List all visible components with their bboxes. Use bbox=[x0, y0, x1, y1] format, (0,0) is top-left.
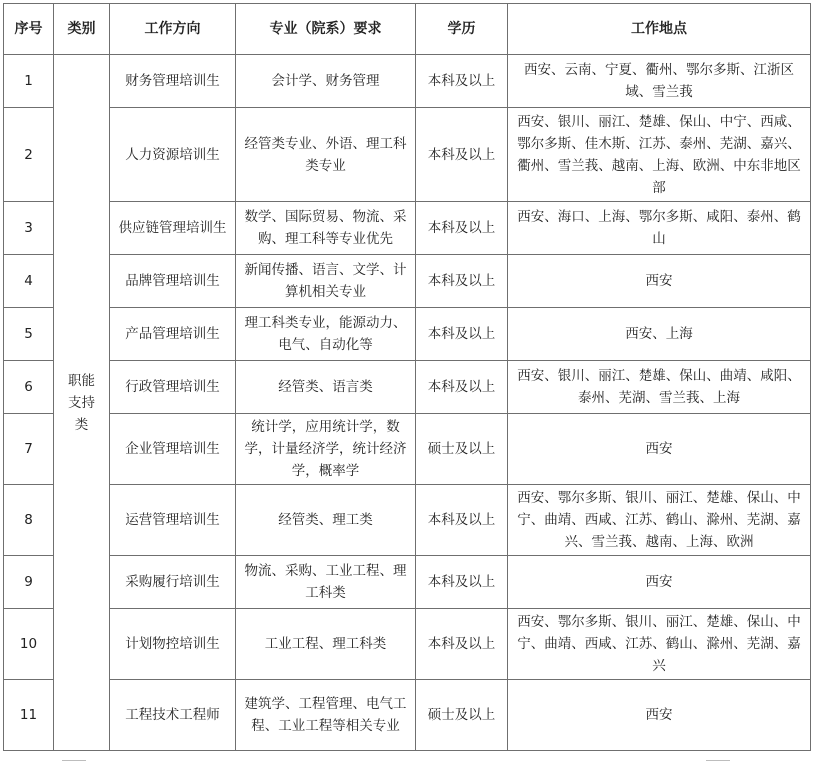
row-no: 11 bbox=[4, 680, 54, 751]
row-no: 8 bbox=[4, 485, 54, 556]
table-row bbox=[4, 556, 811, 609]
row-degree: 本科及以上 bbox=[416, 556, 508, 609]
category-cell bbox=[54, 55, 110, 751]
header-location: 工作地点 bbox=[508, 4, 811, 55]
row-location: 西安 bbox=[508, 255, 811, 308]
row-location: 西安、上海 bbox=[508, 308, 811, 361]
row-no: 5 bbox=[4, 308, 54, 361]
row-no: 10 bbox=[4, 609, 54, 680]
row-no: 6 bbox=[4, 361, 54, 414]
table-row bbox=[4, 202, 811, 255]
row-major: 物流、采购、工业工程、理工科类 bbox=[236, 556, 416, 609]
row-major: 统计学，应用统计学，数学，计量经济学，统计经济学，概率学 bbox=[236, 414, 416, 485]
row-major: 数学、国际贸易、物流、采购、理工科等专业优先 bbox=[236, 202, 416, 255]
table-row bbox=[4, 108, 811, 202]
header-direction: 工作方向 bbox=[110, 4, 236, 55]
row-location: 西安、银川、丽江、楚雄、保山、中宁、西咸、鄂尔多斯、佳木斯、江苏、泰州、芜湖、嘉兴、衢州、雪兰莪、越南、上海、欧洲、中东非地区部 bbox=[508, 108, 811, 202]
table-row bbox=[4, 308, 811, 361]
row-degree: 本科及以上 bbox=[416, 308, 508, 361]
row-degree: 本科及以上 bbox=[416, 202, 508, 255]
row-degree: 本科及以上 bbox=[416, 609, 508, 680]
row-no: 1 bbox=[4, 55, 54, 108]
row-major: 经管类专业、外语、理工科类专业 bbox=[236, 108, 416, 202]
row-degree: 本科及以上 bbox=[416, 55, 508, 108]
row-no: 7 bbox=[4, 414, 54, 485]
row-location: 西安、鄂尔多斯、银川、丽江、楚雄、保山、中宁、曲靖、西咸、江苏、鹤山、滁州、芜湖、嘉兴 bbox=[508, 609, 811, 680]
row-no: 3 bbox=[4, 202, 54, 255]
row-direction: 企业管理培训生 bbox=[110, 414, 236, 485]
row-direction: 品牌管理培训生 bbox=[110, 255, 236, 308]
table-row bbox=[4, 680, 811, 751]
table-row bbox=[4, 414, 811, 485]
row-location: 西安、云南、宁夏、衢州、鄂尔多斯、江浙区域、雪兰莪 bbox=[508, 55, 811, 108]
row-location: 西安 bbox=[508, 556, 811, 609]
table-row bbox=[4, 361, 811, 414]
header-degree: 学历 bbox=[416, 4, 508, 55]
row-no: 9 bbox=[4, 556, 54, 609]
row-degree: 硕士及以上 bbox=[416, 680, 508, 751]
table-row bbox=[4, 255, 811, 308]
row-no: 2 bbox=[4, 108, 54, 202]
row-direction: 采购履行培训生 bbox=[110, 556, 236, 609]
category-label: 职能 支持 类 bbox=[68, 372, 95, 433]
row-direction: 财务管理培训生 bbox=[110, 55, 236, 108]
row-location: 西安 bbox=[508, 414, 811, 485]
row-no: 4 bbox=[4, 255, 54, 308]
row-direction: 计划物控培训生 bbox=[110, 609, 236, 680]
row-location: 西安、海口、上海、鄂尔多斯、咸阳、泰州、鹤山 bbox=[508, 202, 811, 255]
row-direction: 供应链管理培训生 bbox=[110, 202, 236, 255]
row-direction: 人力资源培训生 bbox=[110, 108, 236, 202]
row-degree: 本科及以上 bbox=[416, 255, 508, 308]
row-direction: 工程技术工程师 bbox=[110, 680, 236, 751]
row-degree: 硕士及以上 bbox=[416, 414, 508, 485]
row-major: 会计学、财务管理 bbox=[236, 55, 416, 108]
row-degree: 本科及以上 bbox=[416, 108, 508, 202]
row-major: 理工科类专业，能源动力、电气、自动化等 bbox=[236, 308, 416, 361]
job-table bbox=[3, 3, 811, 751]
table-row bbox=[4, 609, 811, 680]
row-degree: 本科及以上 bbox=[416, 485, 508, 556]
table-row bbox=[4, 55, 811, 108]
row-major: 经管类、理工类 bbox=[236, 485, 416, 556]
table-header-row bbox=[4, 4, 811, 55]
row-location: 西安、银川、丽江、楚雄、保山、曲靖、咸阳、泰州、芜湖、雪兰莪、上海 bbox=[508, 361, 811, 414]
row-major: 经管类、语言类 bbox=[236, 361, 416, 414]
row-major: 建筑学、工程管理、电气工程、工业工程等相关专业 bbox=[236, 680, 416, 751]
table-row bbox=[4, 485, 811, 556]
header-category: 类别 bbox=[54, 4, 110, 55]
header-no: 序号 bbox=[4, 4, 54, 55]
row-major: 工业工程、理工科类 bbox=[236, 609, 416, 680]
row-degree: 本科及以上 bbox=[416, 361, 508, 414]
row-direction: 产品管理培训生 bbox=[110, 308, 236, 361]
row-major: 新闻传播、语言、文学、计算机相关专业 bbox=[236, 255, 416, 308]
row-direction: 行政管理培训生 bbox=[110, 361, 236, 414]
row-direction: 运营管理培训生 bbox=[110, 485, 236, 556]
row-location: 西安 bbox=[508, 680, 811, 751]
header-major: 专业（院系）要求 bbox=[236, 4, 416, 55]
row-location: 西安、鄂尔多斯、银川、丽江、楚雄、保山、中宁、曲靖、西咸、江苏、鹤山、滁州、芜湖、嘉兴、雪兰莪、越南、上海、欧洲 bbox=[508, 485, 811, 556]
